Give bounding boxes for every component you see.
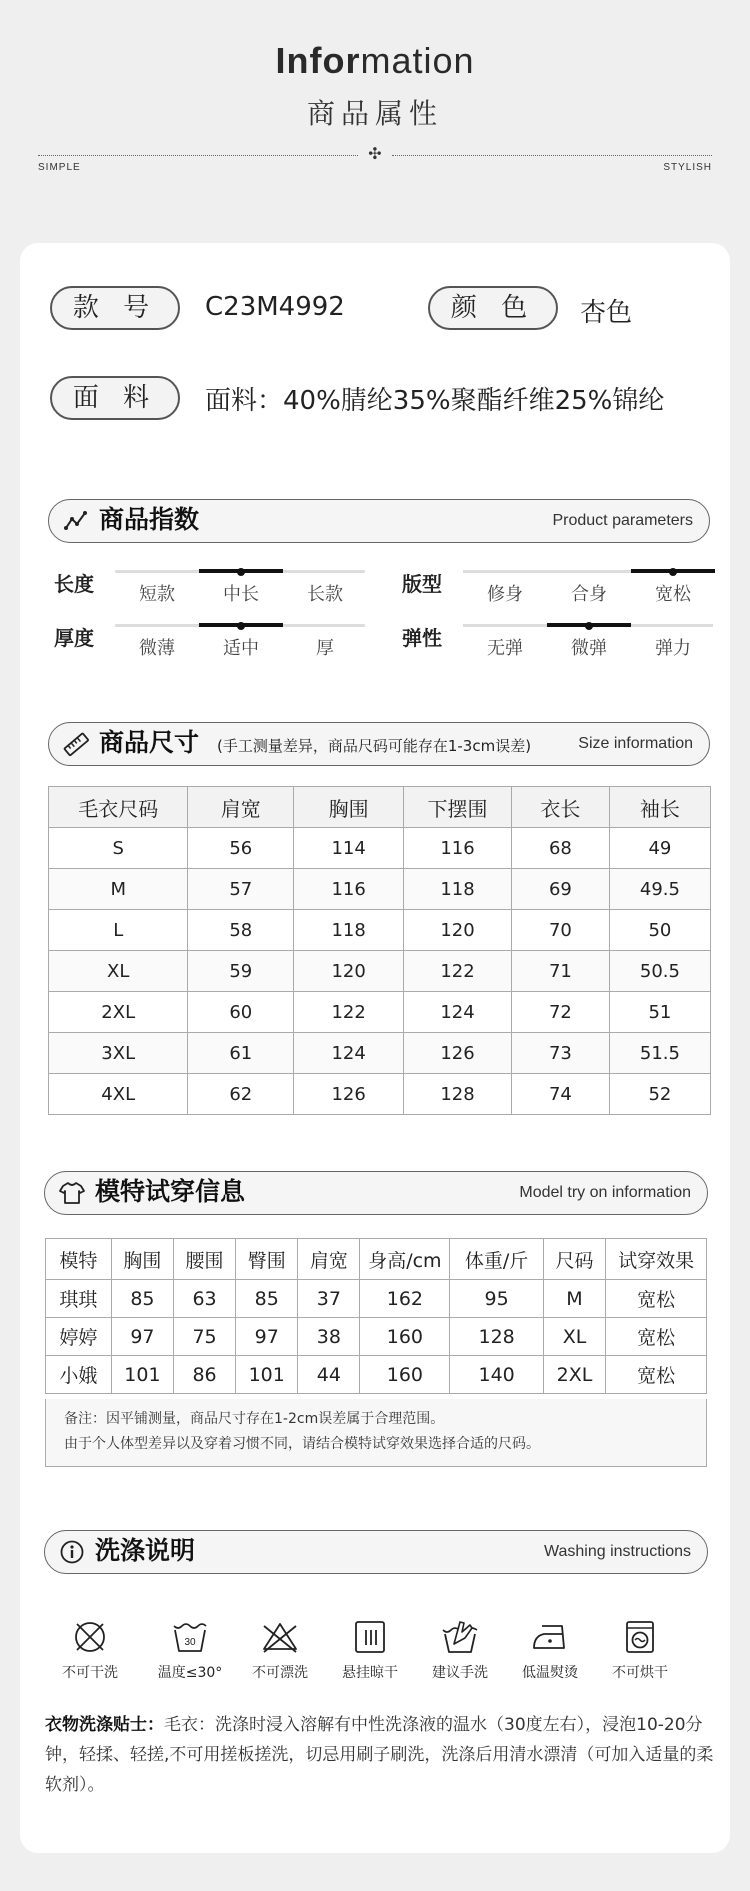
model-cell: 2XL: [543, 1356, 605, 1394]
size-cell: 70: [511, 910, 609, 951]
size-cell: 68: [511, 828, 609, 869]
title-bold: Infor: [275, 40, 361, 81]
model-table-row: [46, 1318, 707, 1356]
size-cell: 116: [404, 828, 512, 869]
ruler-icon: [63, 731, 89, 757]
model-cell: 宽松: [606, 1356, 707, 1394]
param-label: 版型: [402, 572, 442, 596]
param-option: 微弹: [571, 638, 607, 659]
model-header: [44, 1171, 708, 1215]
model-cell: 37: [298, 1280, 360, 1318]
fabric-label: 面 料: [50, 376, 180, 420]
size-cell: 61: [188, 1033, 294, 1074]
model-cell: 63: [174, 1280, 236, 1318]
hand-wash-icon: [440, 1618, 480, 1656]
model-cell: 95: [450, 1280, 543, 1318]
size-header-cell: 毛衣尺码: [49, 787, 188, 828]
model-cell: 85: [236, 1280, 298, 1318]
param-option: 短款: [139, 584, 175, 605]
model-table: [45, 1238, 707, 1394]
param-selected-dot: [237, 622, 245, 630]
size-table-row: [49, 1074, 711, 1115]
wash-item-no-dry-clean: [45, 1618, 135, 1682]
wash-label-1: 温度≤30°: [157, 1665, 223, 1681]
size-cell: 56: [188, 828, 294, 869]
wash-header: [44, 1530, 708, 1574]
model-cell: 宽松: [606, 1318, 707, 1356]
size-table-row: [49, 951, 711, 992]
size-table-row: [49, 1033, 711, 1074]
size-title-en: Size information: [578, 735, 693, 752]
wash-item-no-bleach: [235, 1618, 325, 1682]
wash-tip-title: 衣物洗涤贴士：: [45, 1715, 164, 1735]
wash-item-low-iron: [505, 1618, 595, 1682]
no-bleach-icon: [260, 1618, 300, 1656]
tshirt-icon: [59, 1180, 85, 1206]
model-cell: 128: [450, 1318, 543, 1356]
model-cell: 140: [450, 1356, 543, 1394]
size-cell: 118: [404, 869, 512, 910]
param-option: 修身: [487, 584, 523, 605]
param-label: 长度: [54, 572, 94, 596]
wash-item-hang-dry: [325, 1618, 415, 1682]
wash-tip-text: 毛衣：洗涤时浸入溶解有中性洗涤液的温水（30度左右），浸泡10-20分钟，轻揉、轻搓,不可用搓板搓洗，切忌用刷子刷洗，洗涤后用清水漂清（可加入适量的柔软剂）。: [45, 1715, 714, 1795]
style-number-label: 款 号: [50, 286, 180, 330]
param-option: 长款: [307, 584, 343, 605]
size-cell: 71: [511, 951, 609, 992]
size-header-cell: 下摆围: [404, 787, 512, 828]
model-header-cell: 模特: [46, 1239, 112, 1280]
param-option: 微薄: [139, 638, 175, 659]
wash-30-icon: [170, 1618, 210, 1656]
title-light: mation: [360, 40, 475, 81]
model-header-cell: 臀围: [236, 1239, 298, 1280]
model-header-cell: 身高/cm: [360, 1239, 450, 1280]
no-tumble-dry-icon: [620, 1618, 660, 1656]
cross-ornament-icon: ✣: [368, 144, 382, 163]
model-cell: 162: [360, 1280, 450, 1318]
size-cell: S: [49, 828, 188, 869]
wash-title-en: Washing instructions: [543, 1543, 691, 1560]
model-cell: XL: [543, 1318, 605, 1356]
size-cell: XL: [49, 951, 188, 992]
model-cell: 97: [111, 1318, 173, 1356]
model-cell: 44: [298, 1356, 360, 1394]
model-header-cell: 腰围: [174, 1239, 236, 1280]
size-cell: 126: [404, 1033, 512, 1074]
size-cell: 69: [511, 869, 609, 910]
size-cell: 128: [404, 1074, 512, 1115]
model-note-line1: 备注：因平铺测量，商品尺寸存在1-2cm误差属于合理范围。: [64, 1411, 445, 1427]
line-chart-icon: [63, 508, 89, 534]
wash-label-5: 低温熨烫: [522, 1665, 578, 1681]
model-cell: 101: [111, 1356, 173, 1394]
wash-label-4: 建议手洗: [432, 1665, 488, 1681]
no-dry-clean-icon: [70, 1618, 110, 1656]
page-subtitle: 商品属性: [306, 97, 443, 130]
size-header-cell: 袖长: [609, 787, 710, 828]
size-header-cell: 肩宽: [188, 787, 294, 828]
model-cell: 琪琪: [46, 1280, 112, 1318]
size-table-row: [49, 910, 711, 951]
size-cell: 120: [404, 910, 512, 951]
color-value: 杏色: [580, 298, 633, 328]
model-table-row: [46, 1356, 707, 1394]
info-icon: [59, 1539, 85, 1565]
param-option: 弹力: [655, 638, 691, 659]
model-title: 模特试穿信息: [95, 1177, 246, 1206]
model-cell: 85: [111, 1280, 173, 1318]
size-cell: 50: [609, 910, 710, 951]
size-cell: L: [49, 910, 188, 951]
param-selected-dot: [585, 622, 593, 630]
size-table-header: [49, 787, 711, 828]
size-cell: 73: [511, 1033, 609, 1074]
size-header: [48, 722, 710, 766]
param-option: 无弹: [487, 638, 523, 659]
model-note-line2: 由于个人体型差异以及穿着习惯不同，请结合模特试穿效果选择合适的尺码。: [64, 1436, 540, 1452]
size-table-row: [49, 992, 711, 1033]
param-label: 厚度: [54, 626, 94, 650]
wash-item-wash-30: [145, 1618, 235, 1682]
size-table-row: [49, 869, 711, 910]
model-header-cell: 尺码: [543, 1239, 605, 1280]
size-cell: 51.5: [609, 1033, 710, 1074]
divider-left: [38, 155, 358, 156]
size-cell: 122: [404, 951, 512, 992]
param-option: 合身: [571, 584, 607, 605]
fabric-value: 面料：40%腈纶35%聚酯纤维25%锦纶: [205, 386, 665, 416]
wash-label-6: 不可烘干: [612, 1665, 668, 1681]
wash-tip: [45, 1710, 725, 1800]
model-header-cell: 胸围: [111, 1239, 173, 1280]
size-table: [48, 786, 711, 1115]
size-cell: 49: [609, 828, 710, 869]
size-cell: 118: [294, 910, 404, 951]
model-cell: 宽松: [606, 1280, 707, 1318]
size-cell: 122: [294, 992, 404, 1033]
size-cell: 3XL: [49, 1033, 188, 1074]
size-cell: 59: [188, 951, 294, 992]
model-table-header: [46, 1239, 707, 1280]
model-header-cell: 体重/斤: [450, 1239, 543, 1280]
param-option: 厚: [316, 638, 334, 659]
size-cell: 57: [188, 869, 294, 910]
param-selected-dot: [237, 568, 245, 576]
size-cell: 116: [294, 869, 404, 910]
model-cell: 75: [174, 1318, 236, 1356]
param-option: 中长: [223, 584, 259, 605]
size-cell: 126: [294, 1074, 404, 1115]
style-number-value: C23M4992: [205, 292, 345, 322]
wash-temp-text: 30: [184, 1637, 196, 1648]
size-cell: 124: [294, 1033, 404, 1074]
size-cell: 51: [609, 992, 710, 1033]
size-cell: 124: [404, 992, 512, 1033]
model-cell: 86: [174, 1356, 236, 1394]
size-cell: 2XL: [49, 992, 188, 1033]
size-note: (手工测量差异，商品尺码可能存在1-3cm误差): [217, 737, 532, 755]
size-cell: 49.5: [609, 869, 710, 910]
size-cell: 72: [511, 992, 609, 1033]
param-option: 适中: [223, 638, 259, 659]
model-cell: 160: [360, 1318, 450, 1356]
model-header-cell: 肩宽: [298, 1239, 360, 1280]
wash-label-3: 悬挂晾干: [342, 1665, 398, 1681]
wash-label-2: 不可漂洗: [252, 1665, 308, 1681]
params-title: 商品指数: [99, 505, 200, 534]
wash-title: 洗涤说明: [95, 1536, 196, 1565]
size-header-cell: 胸围: [294, 787, 404, 828]
model-cell: 101: [236, 1356, 298, 1394]
param-label: 弹性: [402, 626, 442, 650]
model-table-row: [46, 1280, 707, 1318]
wash-item-hand-wash: [415, 1618, 505, 1682]
model-cell: 婷婷: [46, 1318, 112, 1356]
model-cell: 小娥: [46, 1356, 112, 1394]
size-header-cell: 衣长: [511, 787, 609, 828]
page-title: [0, 40, 750, 82]
hang-dry-icon: [350, 1618, 390, 1656]
size-cell: M: [49, 869, 188, 910]
size-cell: 114: [294, 828, 404, 869]
model-header-cell: 试穿效果: [606, 1239, 707, 1280]
wash-item-no-tumble-dry: [595, 1618, 685, 1682]
model-cell: M: [543, 1280, 605, 1318]
size-cell: 50.5: [609, 951, 710, 992]
model-title-en: Model try on information: [519, 1184, 691, 1201]
color-label: 颜 色: [428, 286, 558, 330]
model-note: [45, 1399, 707, 1467]
size-title: 商品尺寸: [99, 728, 200, 757]
size-cell: 74: [511, 1074, 609, 1115]
stylish-tag: STYLISH: [663, 162, 712, 173]
size-cell: 52: [609, 1074, 710, 1115]
model-cell: 38: [298, 1318, 360, 1356]
size-cell: 120: [294, 951, 404, 992]
low-iron-icon: [530, 1618, 570, 1656]
param-option: 宽松: [655, 584, 691, 605]
params-header: [48, 499, 710, 543]
size-cell: 58: [188, 910, 294, 951]
model-cell: 160: [360, 1356, 450, 1394]
model-cell: 97: [236, 1318, 298, 1356]
size-cell: 62: [188, 1074, 294, 1115]
size-cell: 60: [188, 992, 294, 1033]
params-title-en: Product parameters: [552, 512, 693, 529]
divider-right: [392, 155, 712, 156]
size-cell: 4XL: [49, 1074, 188, 1115]
wash-label-0: 不可干洗: [62, 1665, 118, 1681]
simple-tag: SIMPLE: [38, 162, 81, 173]
size-table-row: [49, 828, 711, 869]
param-selected-dot: [669, 568, 677, 576]
